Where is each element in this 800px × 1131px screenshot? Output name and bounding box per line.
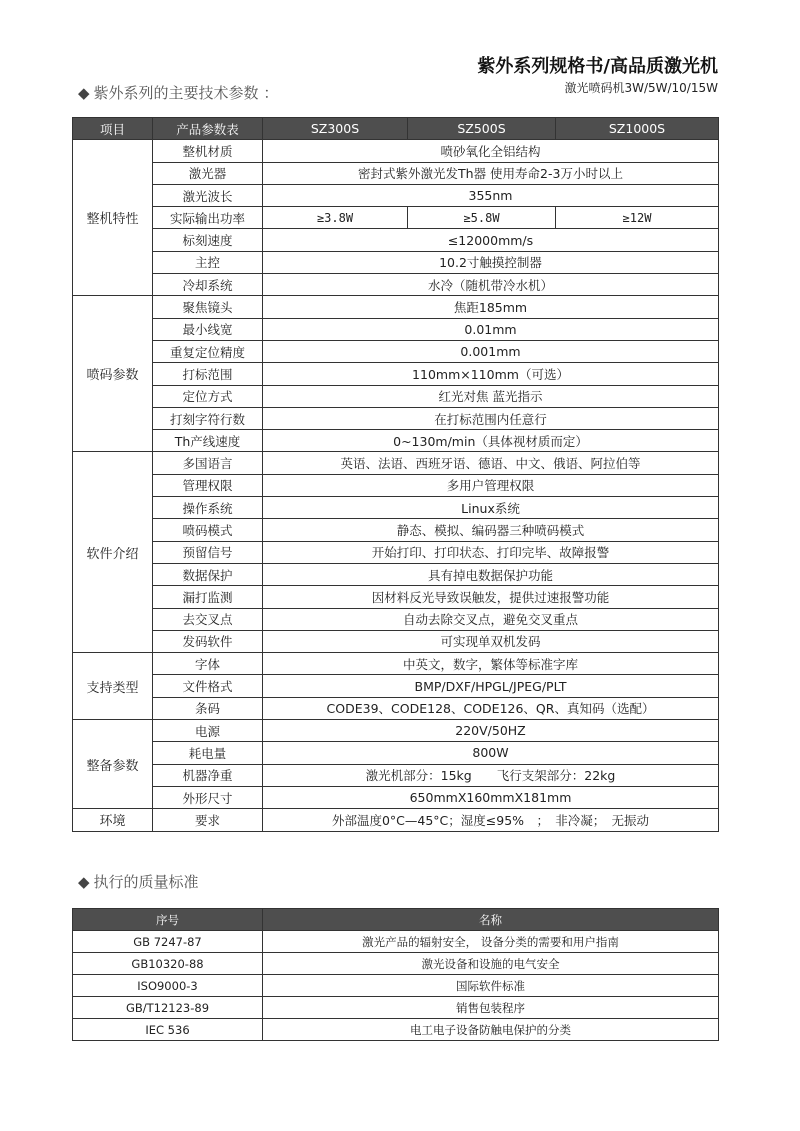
spec-row xyxy=(73,296,719,318)
spec-param-value: 水冷（随机带冷水机） xyxy=(263,274,719,296)
spec-row xyxy=(73,251,719,273)
spec-param-name: 打标范围 xyxy=(153,363,263,385)
spec-row xyxy=(73,608,719,630)
spec-row xyxy=(73,385,719,407)
diamond-icon: ◆ xyxy=(78,84,90,102)
spec-param-value: 自动去除交叉点，避免交叉重点 xyxy=(263,608,719,630)
standards-row xyxy=(73,1019,719,1041)
spec-row xyxy=(73,340,719,362)
spec-param-value: 具有掉电数据保护功能 xyxy=(263,563,719,585)
standards-column-header: 序号 xyxy=(73,909,263,931)
spec-param-name: 管理权限 xyxy=(153,474,263,496)
spec-row xyxy=(73,430,719,452)
spec-row xyxy=(73,274,719,296)
spec-param-name: 发码软件 xyxy=(153,630,263,652)
spec-param-value: 红光对焦 蓝光指示 xyxy=(263,385,719,407)
standards-row xyxy=(73,997,719,1019)
spec-param-name: 多国语言 xyxy=(153,452,263,474)
standard-name: 激光设备和设施的电气安全 xyxy=(263,953,719,975)
spec-param-name: 漏打监测 xyxy=(153,586,263,608)
spec-row xyxy=(73,407,719,429)
spec-column-header: SZ500S xyxy=(408,118,556,140)
spec-row xyxy=(73,474,719,496)
spec-param-value: 0.01mm xyxy=(263,318,719,340)
standard-name: 国际软件标准 xyxy=(263,975,719,997)
spec-param-name: 要求 xyxy=(153,809,263,831)
standard-name: 销售包装程序 xyxy=(263,997,719,1019)
spec-param-value: 多用户管理权限 xyxy=(263,474,719,496)
spec-row xyxy=(73,675,719,697)
section-heading-standards xyxy=(78,871,199,892)
standard-code: ISO9000-3 xyxy=(73,975,263,997)
spec-param-value: 喷砂氧化全铝结构 xyxy=(263,140,719,162)
spec-row xyxy=(73,452,719,474)
diamond-icon: ◆ xyxy=(78,873,90,891)
spec-column-header: SZ300S xyxy=(263,118,408,140)
spec-param-value: 0~130m/min（具体视材质而定） xyxy=(263,430,719,452)
spec-param-name: 最小线宽 xyxy=(153,318,263,340)
spec-param-name: 实际输出功率 xyxy=(153,207,263,229)
standards-row xyxy=(73,953,719,975)
spec-row xyxy=(73,653,719,675)
spec-param-value: 激光机部分：15kg 飞行支架部分：22kg xyxy=(263,764,719,786)
spec-param-value: 10.2寸触摸控制器 xyxy=(263,251,719,273)
spec-param-name: 文件格式 xyxy=(153,675,263,697)
spec-param-value: CODE39、CODE128、CODE126、QR、真知码（选配） xyxy=(263,697,719,719)
document-subtitle: 激光喷码机3W/5W/10/15W xyxy=(564,81,718,95)
spec-group-label: 整机特性 xyxy=(73,140,153,296)
spec-param-name: 主控 xyxy=(153,251,263,273)
spec-group-label: 环境 xyxy=(73,809,153,831)
spec-row xyxy=(73,207,719,229)
spec-param-name: 喷码模式 xyxy=(153,519,263,541)
spec-param-value: 焦距185mm xyxy=(263,296,719,318)
spec-param-name: 机器净重 xyxy=(153,764,263,786)
section-heading-specs-label: 紫外系列的主要技术参数 ： xyxy=(93,84,279,102)
spec-param-value: 因材料反光导致误触发，提供过速报警功能 xyxy=(263,586,719,608)
spec-group-label: 喷码参数 xyxy=(73,296,153,452)
spec-param-name: 激光器 xyxy=(153,162,263,184)
spec-row xyxy=(73,229,719,251)
spec-row xyxy=(73,764,719,786)
standard-code: IEC 536 xyxy=(73,1019,263,1041)
spec-column-header: 产品参数表 xyxy=(153,118,263,140)
spec-param-name: 外形尺寸 xyxy=(153,786,263,808)
document-title: 紫外系列规格书/高品质激光机 xyxy=(477,56,718,77)
spec-param-value: 开始打印、打印状态、打印完毕、故障报警 xyxy=(263,541,719,563)
spec-param-value: ≥3.8W xyxy=(263,207,408,229)
spec-param-value: ≤12000mm/s xyxy=(263,229,719,251)
section-heading-standards-label: 执行的质量标准 xyxy=(93,873,199,891)
spec-param-name: 重复定位精度 xyxy=(153,340,263,362)
spec-param-name: 激光波长 xyxy=(153,184,263,206)
standard-code: GB 7247-87 xyxy=(73,931,263,953)
spec-row xyxy=(73,563,719,585)
spec-row xyxy=(73,630,719,652)
spec-param-value: 650mmX160mmX181mm xyxy=(263,786,719,808)
standards-table xyxy=(72,908,719,1041)
spec-param-value: BMP/DXF/HPGL/JPEG/PLT xyxy=(263,675,719,697)
spec-param-name: 数据保护 xyxy=(153,563,263,585)
spec-row xyxy=(73,140,719,162)
spec-row xyxy=(73,363,719,385)
spec-param-value: ≥5.8W xyxy=(408,207,556,229)
spec-param-value: 110mm×110mm（可选） xyxy=(263,363,719,385)
spec-param-value: 在打标范围内任意行 xyxy=(263,407,719,429)
spec-param-value: 800W xyxy=(263,742,719,764)
spec-row xyxy=(73,541,719,563)
spec-param-value: ≥12W xyxy=(556,207,719,229)
spec-row xyxy=(73,697,719,719)
spec-param-name: Th产线速度 xyxy=(153,430,263,452)
spec-param-name: 冷却系统 xyxy=(153,274,263,296)
spec-group-label: 整备参数 xyxy=(73,720,153,809)
standards-row xyxy=(73,975,719,997)
spec-column-header: 项目 xyxy=(73,118,153,140)
spec-param-value: 0.001mm xyxy=(263,340,719,362)
spec-param-name: 整机材质 xyxy=(153,140,263,162)
spec-param-value: 中英文，数字，繁体等标准字库 xyxy=(263,653,719,675)
spec-param-name: 字体 xyxy=(153,653,263,675)
standard-code: GB10320-88 xyxy=(73,953,263,975)
spec-row xyxy=(73,586,719,608)
standard-name: 电工电子设备防触电保护的分类 xyxy=(263,1019,719,1041)
spec-param-name: 聚焦镜头 xyxy=(153,296,263,318)
spec-row xyxy=(73,809,719,831)
spec-param-value: 355nm xyxy=(263,184,719,206)
spec-param-name: 耗电量 xyxy=(153,742,263,764)
spec-group-label: 软件介绍 xyxy=(73,452,153,653)
standards-row xyxy=(73,931,719,953)
spec-param-name: 去交叉点 xyxy=(153,608,263,630)
spec-param-name: 标刻速度 xyxy=(153,229,263,251)
spec-param-value: 英语、法语、西班牙语、德语、中文、俄语、阿拉伯等 xyxy=(263,452,719,474)
spec-table xyxy=(72,117,719,832)
spec-param-value: 220V/50HZ xyxy=(263,720,719,742)
spec-param-name: 预留信号 xyxy=(153,541,263,563)
spec-param-value: 密封式紫外激光发Th器 使用寿命2-3万小时以上 xyxy=(263,162,719,184)
spec-param-name: 打刻字符行数 xyxy=(153,407,263,429)
spec-param-name: 操作系统 xyxy=(153,497,263,519)
spec-param-value: 静态、模拟、编码器三种喷码模式 xyxy=(263,519,719,541)
standard-code: GB/T12123-89 xyxy=(73,997,263,1019)
spec-row xyxy=(73,162,719,184)
spec-param-value: 外部温度0°C—45°C；湿度≤95% ； 非冷凝； 无振动 xyxy=(263,809,719,831)
spec-param-name: 定位方式 xyxy=(153,385,263,407)
spec-row xyxy=(73,720,719,742)
standards-column-header: 名称 xyxy=(263,909,719,931)
section-heading-specs xyxy=(78,82,278,103)
standards-header-row xyxy=(73,909,719,931)
spec-row xyxy=(73,519,719,541)
spec-group-label: 支持类型 xyxy=(73,653,153,720)
spec-row xyxy=(73,318,719,340)
spec-column-header: SZ1000S xyxy=(556,118,719,140)
spec-row xyxy=(73,184,719,206)
spec-param-name: 电源 xyxy=(153,720,263,742)
spec-param-value: 可实现单双机发码 xyxy=(263,630,719,652)
spec-param-value: Linux系统 xyxy=(263,497,719,519)
spec-table-header-row xyxy=(73,118,719,140)
spec-row xyxy=(73,742,719,764)
spec-row xyxy=(73,497,719,519)
spec-row xyxy=(73,786,719,808)
standard-name: 激光产品的辐射安全， 设备分类的需要和用户指南 xyxy=(263,931,719,953)
spec-param-name: 条码 xyxy=(153,697,263,719)
